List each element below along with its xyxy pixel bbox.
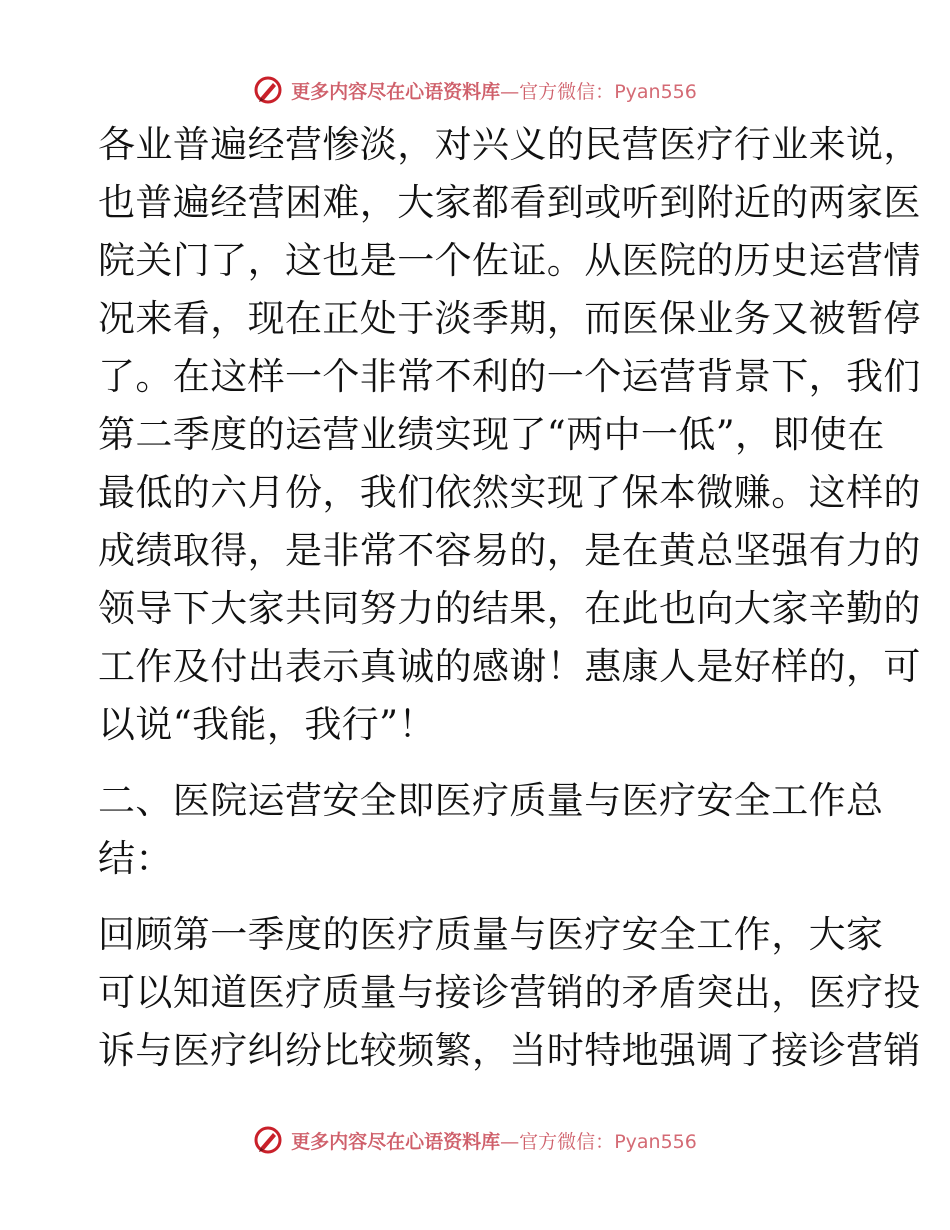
text-line: 成绩取得，是非常不容易的，是在黄总坚强有力的: [98, 529, 921, 572]
header-banner-text: [291, 77, 697, 104]
section-heading: [98, 772, 884, 888]
paragraph-spacer: [98, 888, 858, 906]
header-separator: —: [500, 80, 520, 103]
pen-logo-icon: [253, 1125, 283, 1155]
text-line: 诉与医疗纠纷比较频繁，当时特地强调了接诊营销: [98, 1029, 921, 1072]
paragraph-2: [98, 906, 921, 1080]
heading-line: 二、医院运营安全即医疗质量与医疗安全工作总: [98, 779, 884, 822]
heading-line: 结：: [98, 837, 173, 880]
text-line: 可以知道医疗质量与接诊营销的矛盾突出，医疗投: [98, 971, 921, 1014]
text-line: 第二季度的运营业绩实现了“两中一低”，即使在: [98, 413, 885, 456]
footer-watermark-banner: [0, 1120, 950, 1160]
header-watermark-banner: [0, 70, 950, 110]
footer-banner-text: [291, 1127, 697, 1154]
text-line: 工作及付出表示真诚的感谢！惠康人是好样的，可: [98, 645, 921, 688]
paragraph-1: [98, 116, 921, 754]
footer-separator: —: [500, 1130, 520, 1153]
header-wechat-label: 官方微信：: [519, 80, 615, 103]
paragraph-spacer: [98, 754, 858, 772]
header-wechat-id: Pyan556: [614, 80, 697, 103]
pen-logo-icon: [253, 75, 283, 105]
footer-wechat-label: 官方微信：: [519, 1130, 615, 1153]
text-line: 院关门了，这也是一个佐证。从医院的历史运营情: [98, 239, 921, 282]
text-line: 最低的六月份，我们依然实现了保本微赚。这样的: [98, 471, 921, 514]
text-line: 各业普遍经营惨淡，对兴义的民营医疗行业来说，: [98, 123, 921, 166]
text-line: 了。在这样一个非常不利的一个运营背景下，我们: [98, 355, 921, 398]
footer-site-text: 更多内容尽在心语资料库: [291, 1130, 501, 1153]
text-line: 也普遍经营困难，大家都看到或听到附近的两家医: [98, 181, 921, 224]
footer-wechat-id: Pyan556: [614, 1130, 697, 1153]
header-site-text: 更多内容尽在心语资料库: [291, 80, 501, 103]
text-line: 回顾第一季度的医疗质量与医疗安全工作，大家: [98, 913, 884, 956]
text-line: 以说“我能，我行”！: [98, 703, 436, 746]
text-line: 况来看，现在正处于淡季期，而医保业务又被暂停: [98, 297, 921, 340]
text-line: 领导下大家共同努力的结果，在此也向大家辛勤的: [98, 587, 921, 630]
document-body: [98, 116, 921, 1080]
